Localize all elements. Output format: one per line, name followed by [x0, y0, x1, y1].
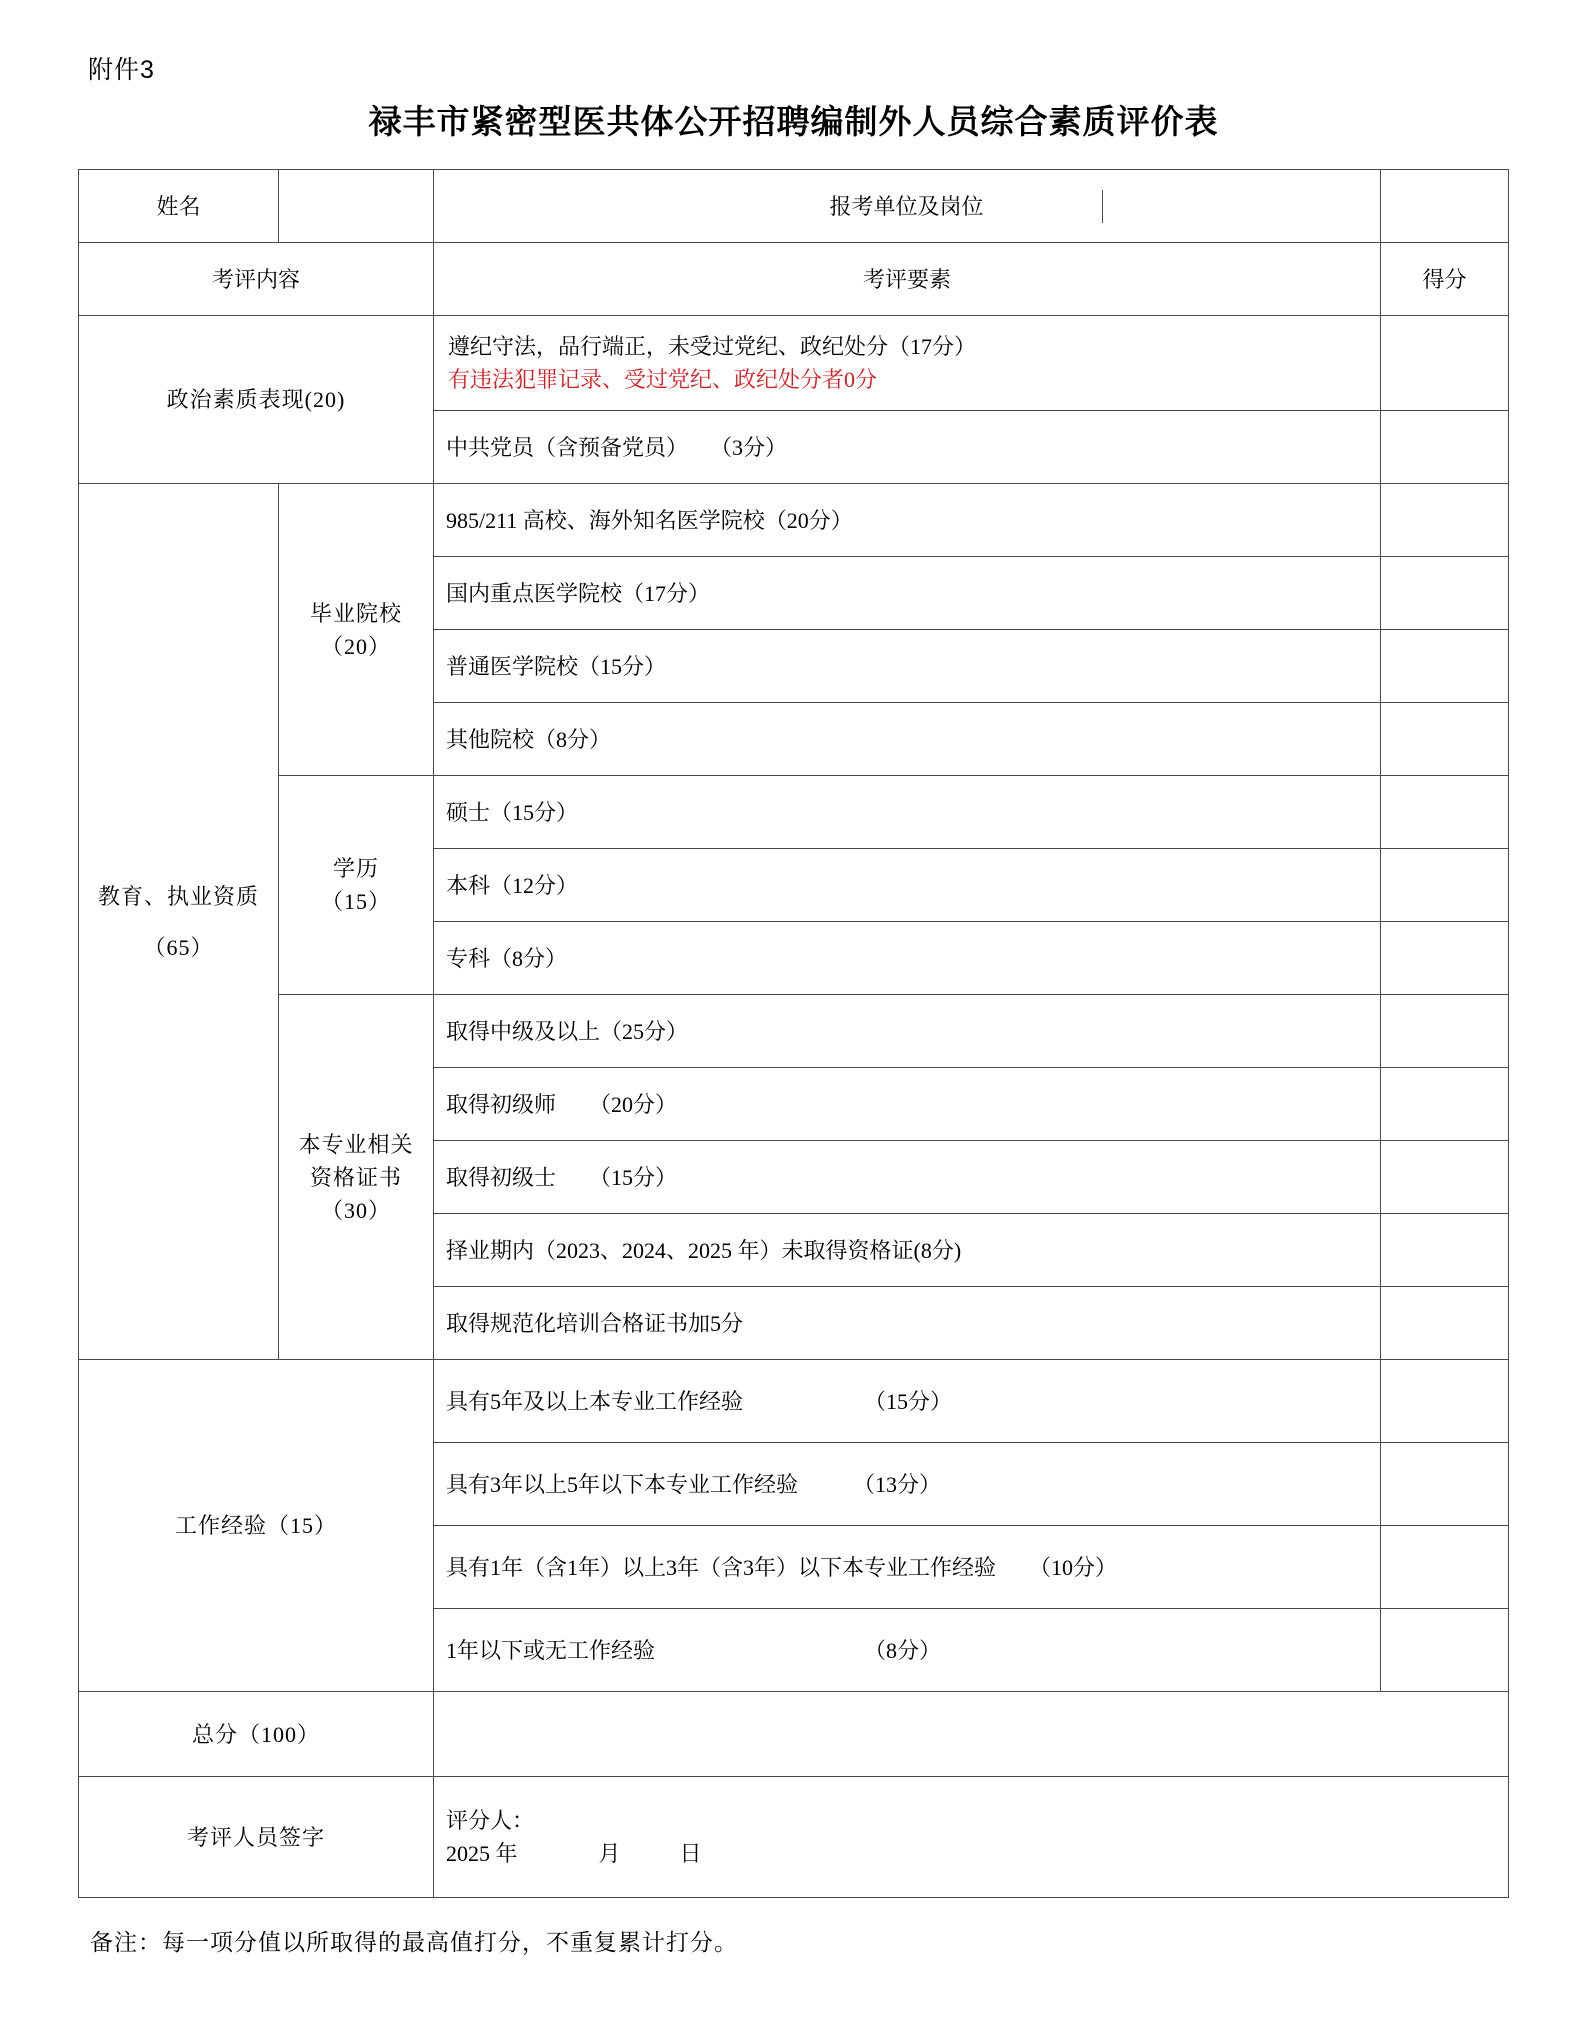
score-political-1[interactable] — [1381, 316, 1509, 411]
table-row-signature — [79, 1777, 1509, 1898]
table-row-school-1 — [79, 484, 1509, 557]
score-degree-2[interactable] — [1381, 849, 1509, 922]
item-cert-3: 取得初级士 （15分） — [434, 1141, 1381, 1214]
table-row-total — [79, 1692, 1509, 1777]
item-work-2: 具有3年以上5年以下本专业工作经验 （13分） — [434, 1443, 1381, 1526]
score-work-3[interactable] — [1381, 1526, 1509, 1609]
signature-area[interactable] — [434, 1777, 1509, 1898]
score-work-1[interactable] — [1381, 1360, 1509, 1443]
evaluation-table — [78, 169, 1509, 1898]
table-row-political-1 — [79, 316, 1509, 411]
item-political-1 — [434, 316, 1381, 411]
score-school-3[interactable] — [1381, 630, 1509, 703]
signature-date-day: 日 — [679, 1841, 702, 1866]
subgroup-degree-name: 学历 — [332, 856, 379, 881]
item-degree-2: 本科（12分） — [434, 849, 1381, 922]
item-political-1-red: 有违法犯罪记录、受过党纪、政纪处分者0分 — [448, 367, 878, 392]
item-cert-5: 取得规范化培训合格证书加5分 — [434, 1287, 1381, 1360]
category-education-name: 教育、执业资质 — [97, 883, 259, 909]
score-cert-4[interactable] — [1381, 1214, 1509, 1287]
score-cert-5[interactable] — [1381, 1287, 1509, 1360]
item-work-3: 具有1年（含1年）以上3年（含3年）以下本专业工作经验 （10分） — [434, 1526, 1381, 1609]
item-school-3: 普通医学院校（15分） — [434, 630, 1381, 703]
score-cert-2[interactable] — [1381, 1068, 1509, 1141]
score-degree-1[interactable] — [1381, 776, 1509, 849]
table-row-cert-1 — [79, 995, 1509, 1068]
item-cert-2: 取得初级师 （20分） — [434, 1068, 1381, 1141]
header-content: 考评内容 — [79, 243, 434, 316]
score-political-2[interactable] — [1381, 411, 1509, 484]
signature-date-year: 2025 年 — [446, 1841, 518, 1866]
footer-note: 备注：每一项分值以所取得的最高值打分，不重复累计打分。 — [90, 1930, 738, 1955]
score-school-1[interactable] — [1381, 484, 1509, 557]
table-row-work-1 — [79, 1360, 1509, 1443]
subgroup-school-name: 毕业院校 — [309, 600, 402, 626]
signature-date-month: 月 — [598, 1841, 621, 1866]
score-work-2[interactable] — [1381, 1443, 1509, 1526]
total-label: 总分（100） — [79, 1692, 434, 1777]
subgroup-school — [279, 484, 434, 776]
item-degree-1: 硕士（15分） — [434, 776, 1381, 849]
unit-label-cell — [434, 170, 1381, 243]
subgroup-certificate-name-line1: 本专业相关 — [298, 1131, 414, 1157]
item-political-1-text: 遵纪守法，品行端正，未受过党纪、政纪处分（17分） — [448, 334, 977, 359]
scorer-label: 评分人： — [446, 1808, 535, 1833]
header-elements: 考评要素 — [434, 243, 1381, 316]
item-political-2: 中共党员（含预备党员） （3分） — [434, 411, 1381, 484]
signature-label: 考评人员签字 — [79, 1777, 434, 1898]
table-row-applicant-info — [79, 170, 1509, 243]
page-title: 禄丰市紧密型医共体公开招聘编制外人员综合素质评价表 — [368, 105, 1219, 141]
score-school-2[interactable] — [1381, 557, 1509, 630]
subgroup-school-score: （20） — [320, 633, 391, 659]
score-work-4[interactable] — [1381, 1609, 1509, 1692]
category-work-experience: 工作经验（15） — [79, 1360, 434, 1692]
table-row-degree-1 — [79, 776, 1509, 849]
unit-value[interactable] — [1381, 170, 1509, 243]
score-school-4[interactable] — [1381, 703, 1509, 776]
item-degree-3: 专科（8分） — [434, 922, 1381, 995]
table-row-column-headers — [79, 243, 1509, 316]
unit-label: 报考单位及岗位 — [712, 190, 1103, 223]
item-school-1: 985/211 高校、海外知名医学院校（20分） — [434, 484, 1381, 557]
name-label: 姓名 — [79, 170, 279, 243]
total-value[interactable] — [434, 1692, 1509, 1777]
category-education — [79, 484, 279, 1360]
score-degree-3[interactable] — [1381, 922, 1509, 995]
subgroup-certificate-name-line2: 资格证书 — [309, 1164, 402, 1190]
subgroup-degree — [279, 776, 434, 995]
attachment-label: 附件3 — [88, 56, 155, 84]
header-score: 得分 — [1381, 243, 1509, 316]
item-cert-1: 取得中级及以上（25分） — [434, 995, 1381, 1068]
category-political: 政治素质表现(20) — [79, 316, 434, 484]
signature-date — [446, 1837, 1496, 1870]
subgroup-certificate — [279, 995, 434, 1360]
item-school-4: 其他院校（8分） — [434, 703, 1381, 776]
category-education-score: （65） — [143, 934, 214, 960]
item-work-1: 具有5年及以上本专业工作经验 （15分） — [434, 1360, 1381, 1443]
subgroup-degree-score: （15） — [320, 889, 391, 914]
score-cert-1[interactable] — [1381, 995, 1509, 1068]
score-cert-3[interactable] — [1381, 1141, 1509, 1214]
item-cert-4: 择业期内（2023、2024、2025 年）未取得资格证(8分) — [434, 1214, 1381, 1287]
subgroup-certificate-score: （30） — [320, 1197, 391, 1223]
item-work-4: 1年以下或无工作经验 （8分） — [434, 1609, 1381, 1692]
name-value[interactable] — [279, 170, 434, 243]
item-school-2: 国内重点医学院校（17分） — [434, 557, 1381, 630]
